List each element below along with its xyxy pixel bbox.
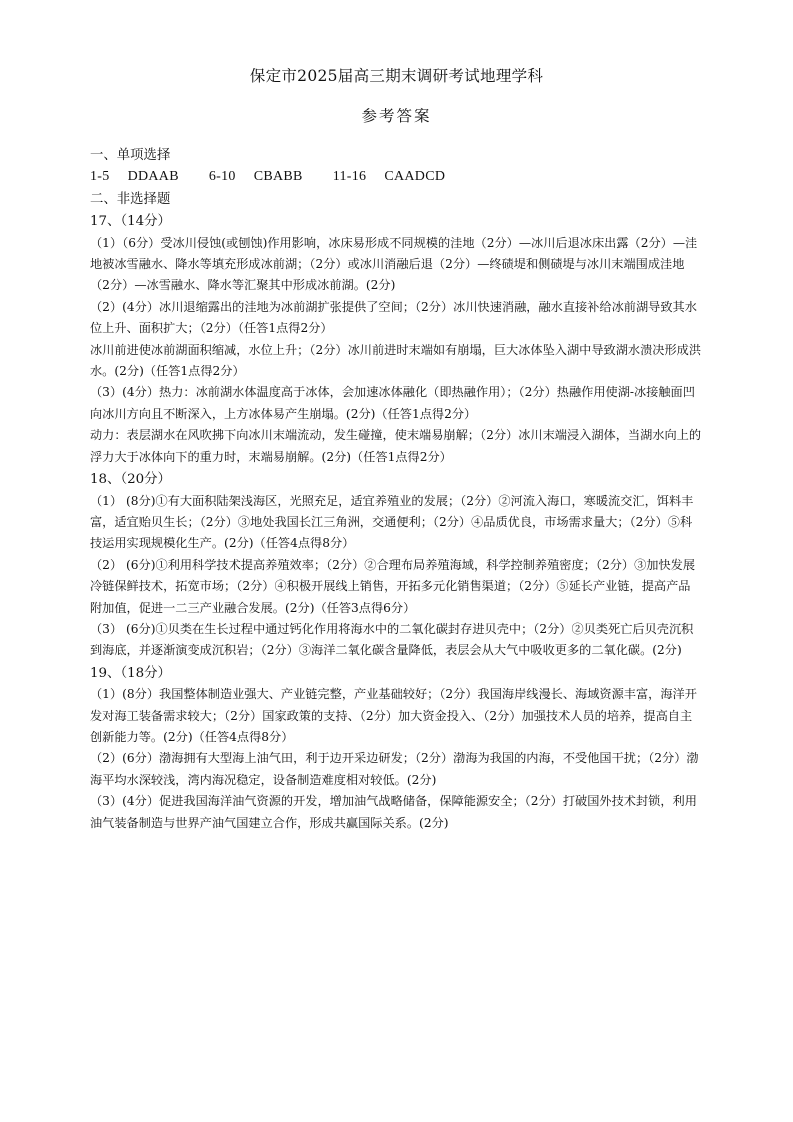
q19-part2: （2）(6分）渤海拥有大型海上油气田，利于边开采边研发；（2分）渤海为我国的内海，不受他国干扰；（2分）渤海平均水深较浅，湾内海况稳定，设备制造难度相对较低。(2分) bbox=[90, 751, 699, 787]
q17-header: 17、（14分） bbox=[90, 214, 171, 230]
answer-letters-3: CAADCD bbox=[384, 169, 446, 185]
q17-part2-alt: 冰川前进使冰前湖面积缩减，水位上升；（2分）冰川前进时末端如有崩塌，巨大冰体坠入湖中导致湖水溃决形成洪水。(2分)（任答1点得2分） bbox=[90, 342, 702, 379]
section-single-choice: 一、单项选择 bbox=[90, 148, 171, 163]
q17-part3-thermal: （3）(4分）热力：冰前湖水体温度高于冰体，会加速冰体融化（即热融作用）；（2分）热融作用使湖-冰接触面凹向冰川方向且不断深入，上方冰体易产生崩塌。(2分)（任答1点得2分） bbox=[90, 385, 695, 421]
q17-part3-dynamic: 动力：表层湖水在风吹拂下向冰川末端流动，发生碰撞，使末端易崩解；（2分）冰川末端浸入湖体，当湖水向上的浮力大于冰体向下的重力时，末端易崩解。(2分)（任答1点得2分） bbox=[90, 428, 702, 464]
q18-part1: （1） (8分)①有大面积陆架浅海区，光照充足，适宜养殖业的发展；（2分）②河流入海口，寒暖流交汇，饵料丰富，适宜贻贝生长；（2分）③地处我国长江三角洲，交通便利；（2分）④品质优良，市场需求量大；（2分）⑤科技运用实现规模化生产。(2分)（任答4点得8分） bbox=[90, 493, 694, 551]
answer-range-1: 1-5 bbox=[90, 169, 110, 185]
answer-letters-2: CBABB bbox=[253, 169, 303, 185]
page-subtitle: 参考答案 bbox=[361, 107, 432, 125]
q18-part3: （3） (6分)①贝类在生长过程中通过钙化作用将海水中的二氧化碳封存进贝壳中；（2分）②贝类死亡后贝壳沉积到海底，并逐渐演变成沉积岩；（2分）③海洋二氧化碳含量降低，表层会从大气中吸收更多的二氧化碳。(2分) bbox=[90, 621, 694, 658]
answer-range-3: 11-16 bbox=[332, 169, 367, 185]
page-title: 保定市2025届高三期末调研考试地理学科 bbox=[249, 67, 544, 85]
q19-header: 19、（18分） bbox=[90, 665, 171, 681]
section-non-choice: 二、非选择题 bbox=[90, 191, 171, 207]
answer-range-2: 6-10 bbox=[208, 169, 236, 185]
choice-answers-row bbox=[90, 166, 702, 187]
answer-content bbox=[90, 144, 702, 834]
q18-part2: （2） (6分)①利用科学技术提高养殖效率；（2分）②合理布局养殖海域，科学控制养殖密度；（2分）③加快发展冷链保鲜技术，拓宽市场；（2分）④积极开展线上销售，开拓多元化销售渠道；（2分）⑤延长产业链，提高产品附加值，促进一二三产业融合发展。(2分)（任答3点得6分） bbox=[90, 557, 696, 615]
answer-letters-1: DDAAB bbox=[127, 169, 179, 185]
q17-part2: （2）(4分）冰川退缩露出的洼地为冰前湖扩张提供了空间；（2分）冰川快速消融，融水直接补给冰前湖导致其水位上升、面积扩大；（2分）（任答1点得2分） bbox=[90, 299, 697, 336]
q17-part1: （1）（6分）受冰川侵蚀(或刨蚀)作用影响，冰床易形成不同规模的洼地（2分）—冰川后退冰床出露（2分）—洼地被冰雪融水、降水等填充形成冰前湖；（2分）或冰川消融后退（2分）—终碛堤和侧碛堤与冰川末端围成洼地（2分）—冰雪融水、降水等汇聚其中形成冰前湖。(2分) bbox=[90, 235, 698, 293]
q18-header: 18、（20分） bbox=[90, 472, 171, 488]
q19-part3: （3）(4分）促进我国海洋油气资源的开发，增加油气战略储备，保障能源安全；（2分）打破国外技术封锁，利用油气装备制造与世界产油气国建立合作，形成共赢国际关系。(2分) bbox=[90, 794, 697, 830]
q19-part1: （1）(8分）我国整体制造业强大、产业链完整，产业基础较好；（2分）我国海岸线漫长、海域资源丰富，海洋开发对海工装备需求较大；（2分）国家政策的支持、（2分）加大资金投入、（2分）加强技术人员的培养，提高自主创新能力等。(2分)（任答4点得8分） bbox=[90, 687, 697, 744]
